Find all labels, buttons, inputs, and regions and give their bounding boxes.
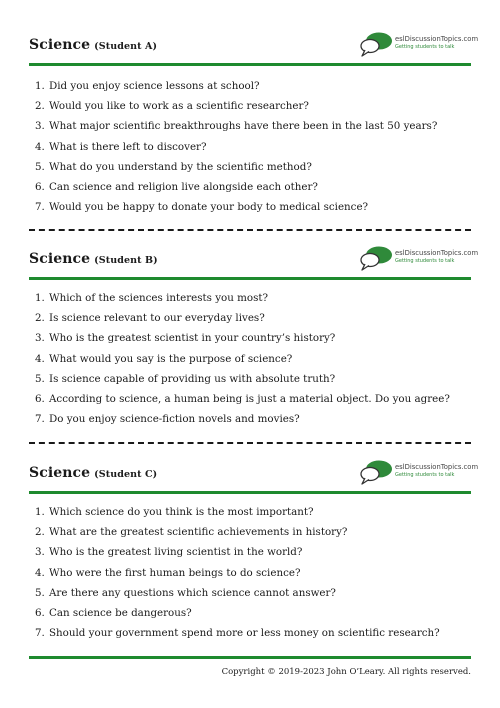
logo-name: eslDiscussionTopics.com bbox=[395, 35, 479, 43]
list-item: 3. Who is the greatest living scientist in the world? bbox=[35, 546, 303, 559]
title-text: Science bbox=[29, 37, 91, 53]
list-item: 6. Can science be dangerous? bbox=[35, 606, 192, 619]
list-item: 1. Did you enjoy science lessons at school? bbox=[35, 80, 260, 92]
list-item: 7. Would you be happy to donate your body to medical science? bbox=[35, 201, 369, 214]
list-item: 3. What major scientific breakthroughs have there been in the last 50 years? bbox=[35, 120, 438, 133]
speech-bubbles-icon bbox=[359, 245, 395, 273]
section-divider bbox=[29, 63, 471, 66]
list-item: 5. Are there any questions which science cannot answer? bbox=[35, 586, 336, 599]
section-student-c bbox=[29, 459, 479, 640]
question-list bbox=[29, 76, 471, 217]
list-item: 1. Which science do you think is the most important? bbox=[35, 506, 314, 518]
section-divider bbox=[29, 277, 471, 280]
logo-name: eslDiscussionTopics.com bbox=[395, 249, 479, 257]
question-list bbox=[29, 502, 471, 643]
logo-name: eslDiscussionTopics.com bbox=[395, 463, 479, 471]
section-student-a bbox=[29, 31, 479, 214]
title-text: Science bbox=[29, 251, 91, 267]
list-item: 4. Who were the first human beings to do science? bbox=[35, 566, 301, 579]
section-subtitle: (Student A) bbox=[94, 41, 158, 52]
list-item: 4. What would you say is the purpose of science? bbox=[35, 352, 293, 365]
site-logo bbox=[359, 245, 479, 273]
list-item: 5. Is science capable of providing us with absolute truth? bbox=[35, 372, 336, 385]
section-header bbox=[29, 245, 479, 275]
list-item: 5. What do you understand by the scientific method? bbox=[35, 160, 312, 173]
site-logo bbox=[359, 31, 479, 59]
cut-line bbox=[29, 229, 471, 231]
list-item: 6. According to science, a human being is just a material object. Do you agree? bbox=[35, 392, 450, 405]
section-student-b bbox=[29, 245, 479, 426]
list-item: 2. Would you like to work as a scientific researcher? bbox=[35, 100, 309, 113]
list-item: 7. Should your government spend more or less money on scientific research? bbox=[35, 627, 440, 640]
list-item: 4. What is there left to discover? bbox=[35, 140, 207, 153]
list-item: 6. Can science and religion live alongside each other? bbox=[35, 180, 318, 193]
list-item: 2. Is science relevant to our everyday lives? bbox=[35, 312, 265, 325]
footer-divider bbox=[29, 656, 471, 659]
list-item: 3. Who is the greatest scientist in your country’s history? bbox=[35, 332, 336, 345]
speech-bubbles-icon bbox=[359, 459, 395, 487]
question-list bbox=[29, 288, 471, 429]
logo-tagline: Getting students to talk bbox=[395, 44, 455, 50]
list-item: 7. Do you enjoy science-fiction novels and movies? bbox=[35, 413, 300, 426]
list-item: 2. What are the greatest scientific achievements in history? bbox=[35, 526, 348, 539]
list-item: 1. Which of the sciences interests you most? bbox=[35, 292, 269, 304]
section-subtitle: (Student C) bbox=[94, 469, 158, 480]
section-divider bbox=[29, 491, 471, 494]
section-title bbox=[29, 37, 157, 53]
section-subtitle: (Student B) bbox=[94, 255, 158, 266]
logo-tagline: Getting students to talk bbox=[395, 472, 455, 478]
section-title bbox=[29, 251, 158, 267]
speech-bubbles-icon bbox=[359, 31, 395, 59]
cut-line bbox=[29, 442, 471, 444]
site-logo bbox=[359, 459, 479, 487]
section-header bbox=[29, 31, 479, 61]
title-text: Science bbox=[29, 465, 91, 481]
section-title bbox=[29, 465, 157, 481]
logo-tagline: Getting students to talk bbox=[395, 258, 455, 264]
copyright-notice: Copyright © 2019-2023 John O’Leary. All rights reserved. bbox=[221, 667, 471, 677]
section-header bbox=[29, 459, 479, 489]
